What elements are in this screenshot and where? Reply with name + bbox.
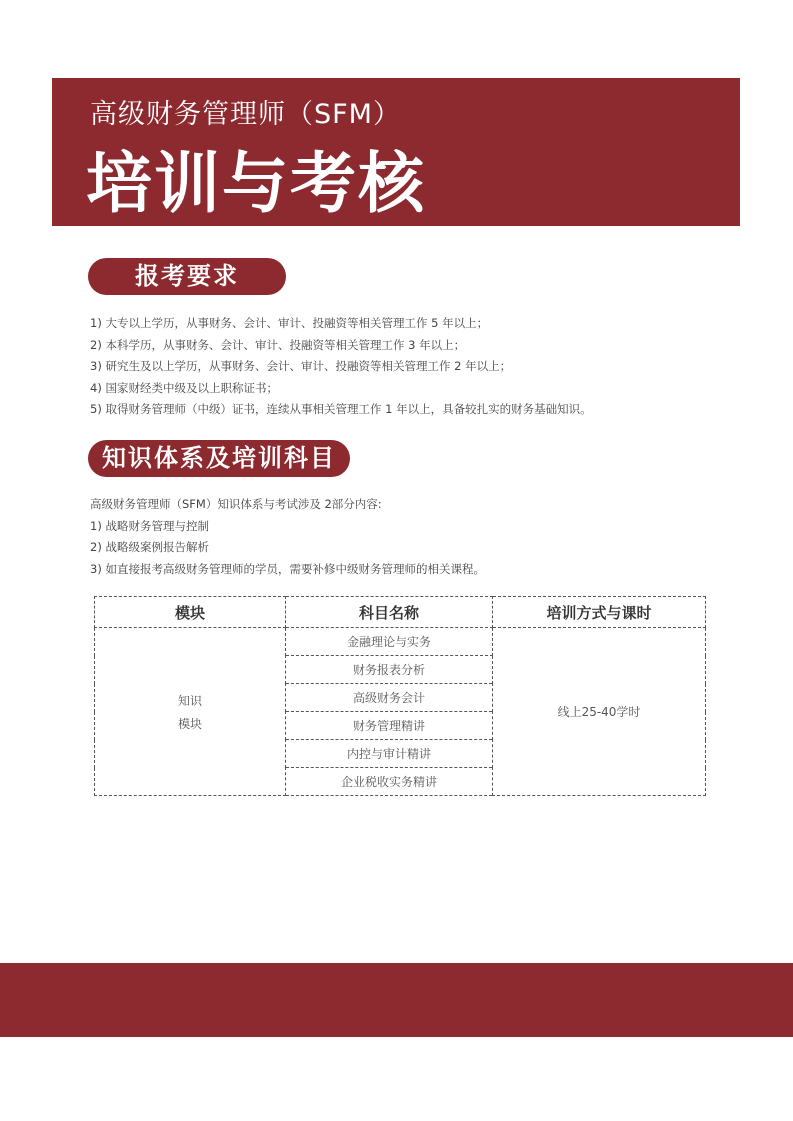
module-text: 模块 <box>177 716 202 731</box>
course-table <box>94 596 706 796</box>
table-header: 模块 <box>95 597 286 628</box>
list-item: 1) 大专以上学历，从事财务、会计、审计、投融资等相关管理工作 5 年以上； <box>90 316 489 330</box>
header-title: 培训与考核 <box>86 145 426 222</box>
list-item: 2) 本科学历，从事财务、会计、审计、投融资等相关管理工作 3 年以上； <box>90 337 466 352</box>
list-item: 4) 国家财经类中级及以上职称证书； <box>90 380 278 395</box>
table-header: 科目名称 <box>286 597 493 628</box>
section-title-requirements: 报考要求 <box>88 258 286 295</box>
requirements-list <box>90 313 592 421</box>
header-banner <box>52 78 740 226</box>
subject-cell: 企业税收实务精讲 <box>286 768 493 796</box>
module-cell <box>95 628 286 796</box>
list-item: 1) 战略财务管理与控制 <box>90 518 209 533</box>
list-item: 高级财务管理师（SFM）知识体系与考试涉及 2部分内容: <box>90 497 382 511</box>
subject-cell: 金融理论与实务 <box>286 628 493 656</box>
list-item: 3) 如直接报考高级财务管理师的学员，需要补修中级财务管理师的相关课程。 <box>90 561 485 576</box>
method-cell: 线上25-40学时 <box>493 628 706 796</box>
table-header: 培训方式与课时 <box>493 597 706 628</box>
subject-cell: 财务报表分析 <box>286 656 493 684</box>
knowledge-list <box>90 494 485 580</box>
section-title-knowledge: 知识体系及培训科目 <box>88 440 350 477</box>
footer-banner <box>0 963 793 1037</box>
list-item: 2) 战略级案例报告解析 <box>90 540 209 554</box>
subject-cell: 高级财务会计 <box>286 684 493 712</box>
subject-cell: 财务管理精讲 <box>286 712 493 740</box>
header-subtitle: 高级财务管理师（SFM） <box>90 99 401 130</box>
subject-cell: 内控与审计精讲 <box>286 740 493 768</box>
list-item: 5) 取得财务管理师（中级）证书，连续从事相关管理工作 1 年以上，具备较扎实的财务基础知识。 <box>90 402 592 416</box>
module-text: 知识 <box>177 693 202 708</box>
list-item: 3) 研究生及以上学历，从事财务、会计、审计、投融资等相关管理工作 2 年以上； <box>90 359 512 373</box>
